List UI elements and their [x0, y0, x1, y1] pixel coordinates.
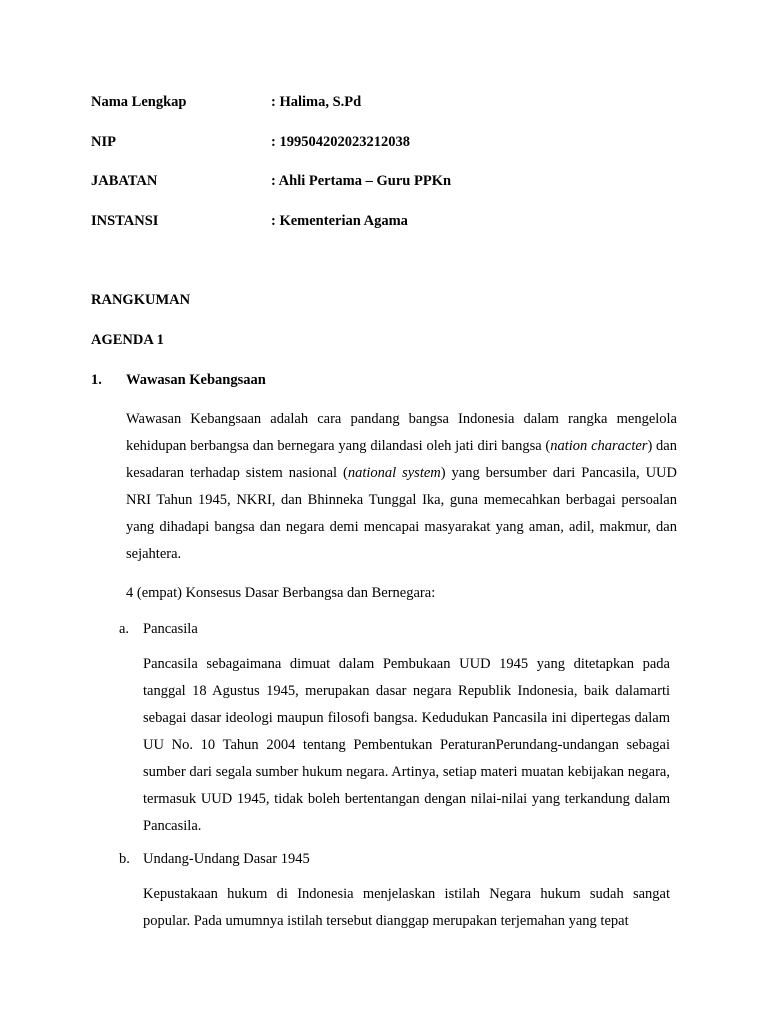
summary-heading: RANGKUMAN: [91, 292, 191, 308]
identity-value: : 199504202023212038: [271, 134, 410, 150]
section-paragraph: [126, 406, 677, 568]
paragraph-text: Wawasan Kebangsaan adalah cara pandang bangsa Indonesia dalam rangka mengelola kehidupan berbangsa dan bernegara yang dilandasi oleh jati diri bangsa (: [126, 411, 677, 454]
paragraph-text: ) dan kesadaran terhadap sistem nasional (: [126, 438, 677, 481]
identity-label: JABATAN: [91, 173, 158, 189]
identity-row-position: [91, 171, 691, 191]
identity-label: INSTANSI: [91, 213, 159, 229]
list-item-paragraph: Pancasila sebagaimana dimuat dalam Pembukaan UUD 1945 yang ditetapkan pada tanggal 18 Agustus 1945, merupakan dasar negara Republik Indonesia, baik dalamarti sebagai dasar ideologi maupun filosofi bangsa. Kedudukan Pancasila ini dipertegas dalam UU No. 10 Tahun 2004 tentang Pembentukan PeraturanPerundang-undangan sebagai sumber dari segala sumber hukum negara. Artinya, setiap materi muatan kebijakan negara, termasuk UUD 1945, tidak boleh bertentangan dengan nilai-nilai yang terkandung dalam Pancasila.: [143, 656, 670, 834]
list-item-paragraph: Kepustakaan hukum di Indonesia menjelaskan istilah Negara hukum sudah sangat popular. Pada umumnya istilah tersebut dianggap merupakan terjemahan yang tepat: [143, 886, 670, 929]
identity-row-nip: [91, 132, 691, 152]
list-item-marker: a.: [119, 621, 130, 637]
list-item-marker: b.: [119, 851, 130, 867]
paragraph-text: ) yang bersumber dari Pancasila, UUD NRI Tahun 1945, NKRI, dan Bhinneka Tunggal Ika, guna memecahkan berbagai persoalan yang dihadapi bangsa dan negara demi mencapai masyarakat yang aman, adil, makmur, dan sejahtera.: [126, 465, 677, 562]
section-title: Wawasan Kebangsaan: [126, 372, 266, 388]
section-number: 1.: [91, 372, 102, 388]
identity-value: : Kementerian Agama: [271, 213, 408, 229]
consensus-intro: 4 (empat) Konsesus Dasar Berbangsa dan Bernegara:: [126, 585, 436, 601]
agenda-heading: AGENDA 1: [91, 332, 164, 348]
identity-row-name: [91, 92, 691, 112]
list-item-title: Pancasila: [143, 621, 198, 637]
identity-label: NIP: [91, 134, 116, 150]
identity-row-institution: [91, 211, 691, 231]
paragraph-italic-term: nation character: [550, 438, 648, 454]
identity-label: Nama Lengkap: [91, 94, 187, 110]
identity-value: : Halima, S.Pd: [271, 94, 362, 110]
paragraph-italic-term: national system: [347, 465, 441, 481]
identity-value: : Ahli Pertama – Guru PPKn: [271, 173, 452, 189]
list-item-title: Undang-Undang Dasar 1945: [143, 851, 310, 867]
